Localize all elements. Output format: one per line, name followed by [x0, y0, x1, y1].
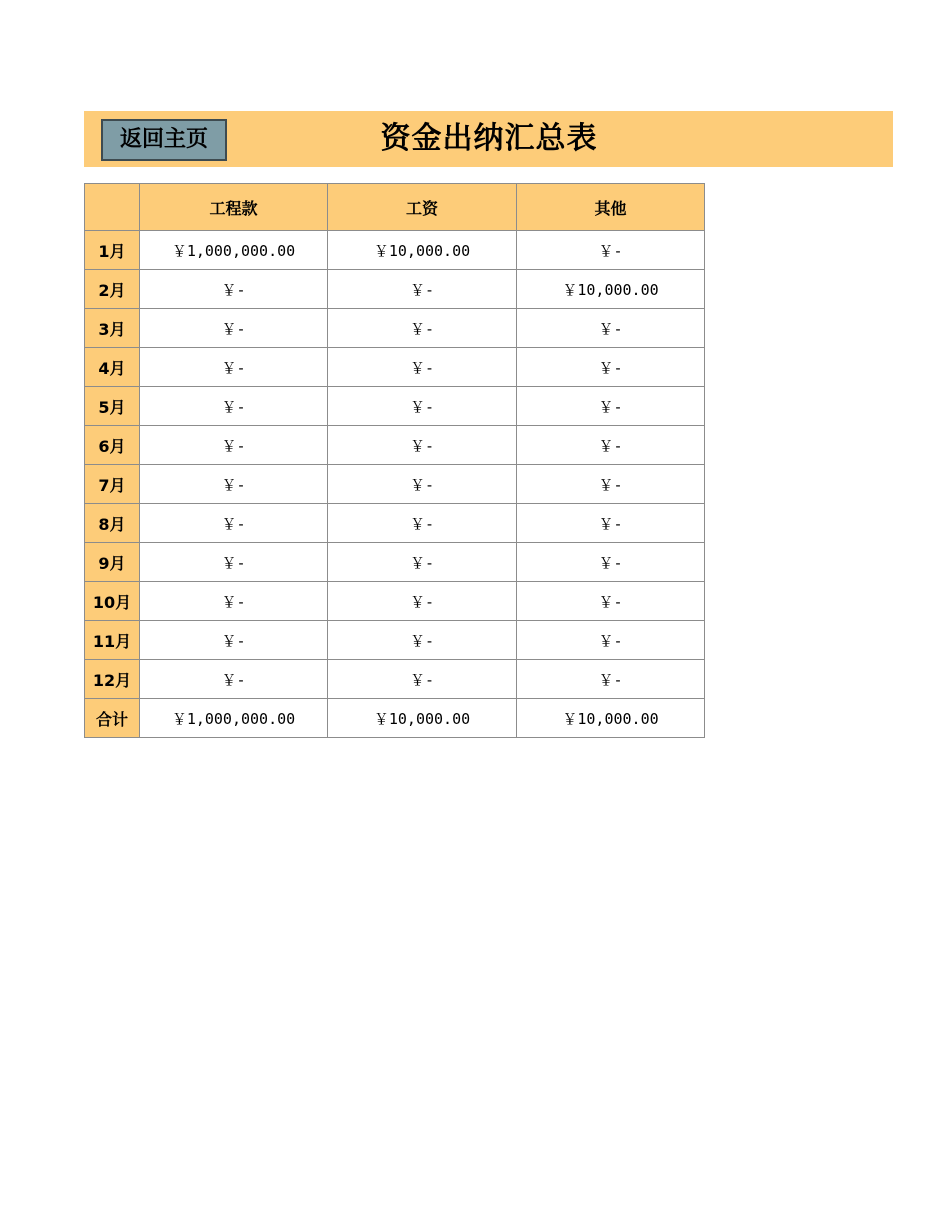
month-cell[interactable]: 12月 — [85, 660, 140, 699]
other-total-cell[interactable]: ￥10,000.00 — [517, 699, 705, 738]
month-cell[interactable]: 8月 — [85, 504, 140, 543]
salary-cell[interactable]: ￥- — [328, 621, 517, 660]
table-row — [85, 348, 705, 387]
title-bar — [84, 111, 893, 167]
month-cell[interactable]: 9月 — [85, 543, 140, 582]
table-row — [85, 465, 705, 504]
month-cell[interactable]: 3月 — [85, 309, 140, 348]
table-row — [85, 426, 705, 465]
salary-cell[interactable]: ￥- — [328, 309, 517, 348]
engineering-cell[interactable]: ￥- — [140, 660, 328, 699]
salary-cell[interactable]: ￥- — [328, 426, 517, 465]
month-cell[interactable]: 5月 — [85, 387, 140, 426]
salary-cell[interactable]: ￥- — [328, 270, 517, 309]
table-header-row — [85, 184, 705, 231]
engineering-cell[interactable]: ￥- — [140, 543, 328, 582]
engineering-cell[interactable]: ￥- — [140, 426, 328, 465]
engineering-cell[interactable]: ￥- — [140, 504, 328, 543]
header-corner-cell — [85, 184, 140, 231]
total-label-cell[interactable]: 合计 — [85, 699, 140, 738]
table-body — [85, 231, 705, 738]
month-cell[interactable]: 11月 — [85, 621, 140, 660]
return-home-button[interactable]: 返回主页 — [101, 119, 227, 161]
table-row — [85, 543, 705, 582]
month-cell[interactable]: 2月 — [85, 270, 140, 309]
month-cell[interactable]: 6月 — [85, 426, 140, 465]
cash-summary-table — [84, 183, 705, 738]
salary-total-cell[interactable]: ￥10,000.00 — [328, 699, 517, 738]
table-row — [85, 231, 705, 270]
month-cell[interactable]: 1月 — [85, 231, 140, 270]
header-engineering: 工程款 — [140, 184, 328, 231]
table-row — [85, 270, 705, 309]
other-cell[interactable]: ￥- — [517, 543, 705, 582]
table-row — [85, 660, 705, 699]
salary-cell[interactable]: ￥- — [328, 660, 517, 699]
table-row — [85, 621, 705, 660]
other-cell[interactable]: ￥- — [517, 387, 705, 426]
other-cell[interactable]: ￥- — [517, 504, 705, 543]
salary-cell[interactable]: ￥- — [328, 348, 517, 387]
salary-cell[interactable]: ￥- — [328, 465, 517, 504]
engineering-cell[interactable]: ￥- — [140, 270, 328, 309]
engineering-cell[interactable]: ￥- — [140, 582, 328, 621]
other-cell[interactable]: ￥- — [517, 660, 705, 699]
table-row — [85, 309, 705, 348]
salary-cell[interactable]: ￥- — [328, 504, 517, 543]
other-cell[interactable]: ￥- — [517, 348, 705, 387]
header-other: 其他 — [517, 184, 705, 231]
engineering-cell[interactable]: ￥- — [140, 348, 328, 387]
other-cell[interactable]: ￥- — [517, 582, 705, 621]
other-cell[interactable]: ￥10,000.00 — [517, 270, 705, 309]
engineering-cell[interactable]: ￥- — [140, 621, 328, 660]
engineering-cell[interactable]: ￥- — [140, 387, 328, 426]
salary-cell[interactable]: ￥- — [328, 582, 517, 621]
table-row — [85, 504, 705, 543]
other-cell[interactable]: ￥- — [517, 231, 705, 270]
page-title: 资金出纳汇总表 — [380, 121, 598, 156]
salary-cell[interactable]: ￥10,000.00 — [328, 231, 517, 270]
table-row — [85, 387, 705, 426]
month-cell[interactable]: 4月 — [85, 348, 140, 387]
other-cell[interactable]: ￥- — [517, 621, 705, 660]
engineering-cell[interactable]: ￥1,000,000.00 — [140, 231, 328, 270]
other-cell[interactable]: ￥- — [517, 426, 705, 465]
table-total-row — [85, 699, 705, 738]
table-row — [85, 582, 705, 621]
salary-cell[interactable]: ￥- — [328, 543, 517, 582]
engineering-cell[interactable]: ￥- — [140, 465, 328, 504]
month-cell[interactable]: 7月 — [85, 465, 140, 504]
month-cell[interactable]: 10月 — [85, 582, 140, 621]
other-cell[interactable]: ￥- — [517, 309, 705, 348]
other-cell[interactable]: ￥- — [517, 465, 705, 504]
salary-cell[interactable]: ￥- — [328, 387, 517, 426]
engineering-total-cell[interactable]: ￥1,000,000.00 — [140, 699, 328, 738]
header-salary: 工资 — [328, 184, 517, 231]
engineering-cell[interactable]: ￥- — [140, 309, 328, 348]
